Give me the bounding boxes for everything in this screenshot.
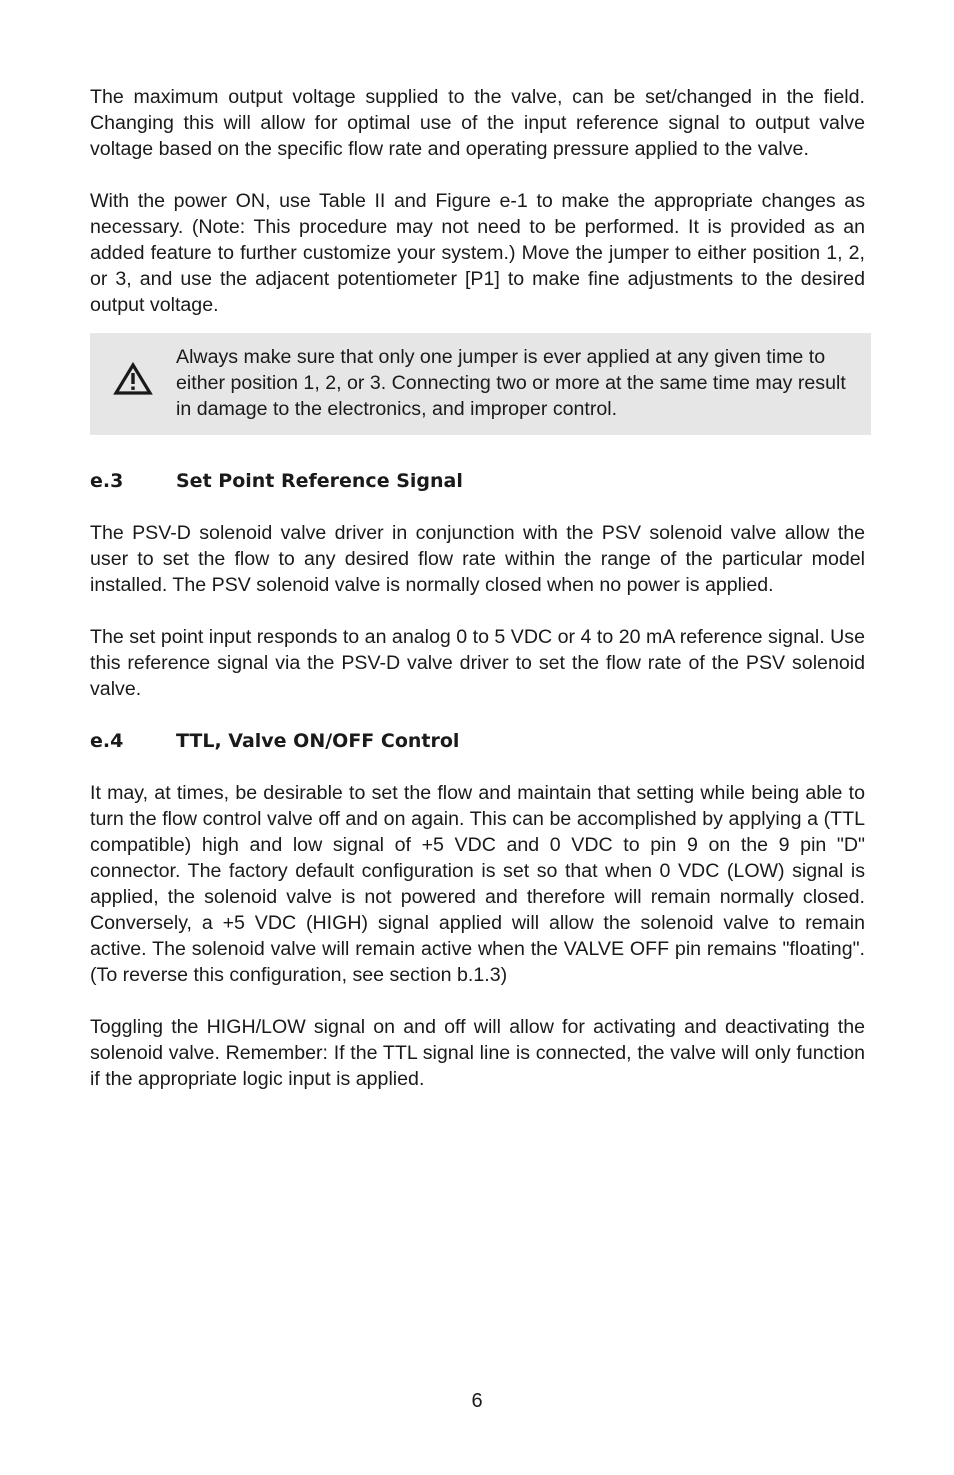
intro-paragraph: The maximum output voltage supplied to the valve, can be set/changed in the field. Changing this will allow for optimal use of the input reference signal to output valve voltage based on the specific flow rate and operating pressure applied to the valve. (90, 86, 865, 160)
section-heading-e3 (90, 468, 865, 494)
section-heading-e4 (90, 728, 865, 754)
intro-paragraph: With the power ON, use Table II and Figure e-1 to make the appropriate changes as necessary. (Note: This procedure may not need to be performed. It is provided as an added feature to further customize your system.) Move the jumper to either position 1, 2, or 3, and use the adjacent potentiometer [P1] to make fine adjustments to the desired output voltage. (90, 190, 865, 316)
section-e4-paragraph: It may, at times, be desirable to set the flow and maintain that setting while being able to turn the flow control valve off and on again. This can be accomplished by applying a (TTL compatible) high and low signal of +5 VDC and 0 VDC to pin 9 on the 9 pin "D" connector. The factory default configuration is set so that when 0 VDC (LOW) signal is applied, the solenoid valve is not powered and therefore will remain normally closed. Conversely, a +5 VDC (HIGH) signal applied will allow the solenoid valve to remain active. The solenoid valve will remain active when the VALVE OFF pin remains "floating". (To reverse this configuration, see section b.1.3) (90, 782, 865, 986)
warning-text: Always make sure that only one jumper is ever applied at any given time to either position 1, 2, or 3. Connecting two or more at the same time may result in damage to the electronics, and improper control. (176, 346, 846, 420)
section-number: e.3 (90, 470, 124, 492)
section-e3-paragraph: The set point input responds to an analog 0 to 5 VDC or 4 to 20 mA reference signal. Use this reference signal via the PSV-D valve driver to set the flow rate of the PSV solenoid valve. (90, 626, 865, 700)
section-title: Set Point Reference Signal (176, 470, 463, 492)
section-title: TTL, Valve ON/OFF Control (176, 730, 460, 752)
section-e3-paragraph: The PSV-D solenoid valve driver in conjunction with the PSV solenoid valve allow the user to set the flow to any desired flow rate within the range of the particular model installed. The PSV solenoid valve is normally closed when no power is applied. (90, 522, 865, 596)
warning-triangle-icon (90, 344, 176, 396)
document-page (90, 84, 865, 1118)
section-number: e.4 (90, 730, 124, 752)
section-e4-paragraph: Toggling the HIGH/LOW signal on and off will allow for activating and deactivating the solenoid valve. Remember: If the TTL signal line is connected, the valve will only function if the appropriate logic input is applied. (90, 1016, 865, 1090)
page-number: 6 (471, 1390, 483, 1412)
warning-callout (90, 333, 871, 435)
